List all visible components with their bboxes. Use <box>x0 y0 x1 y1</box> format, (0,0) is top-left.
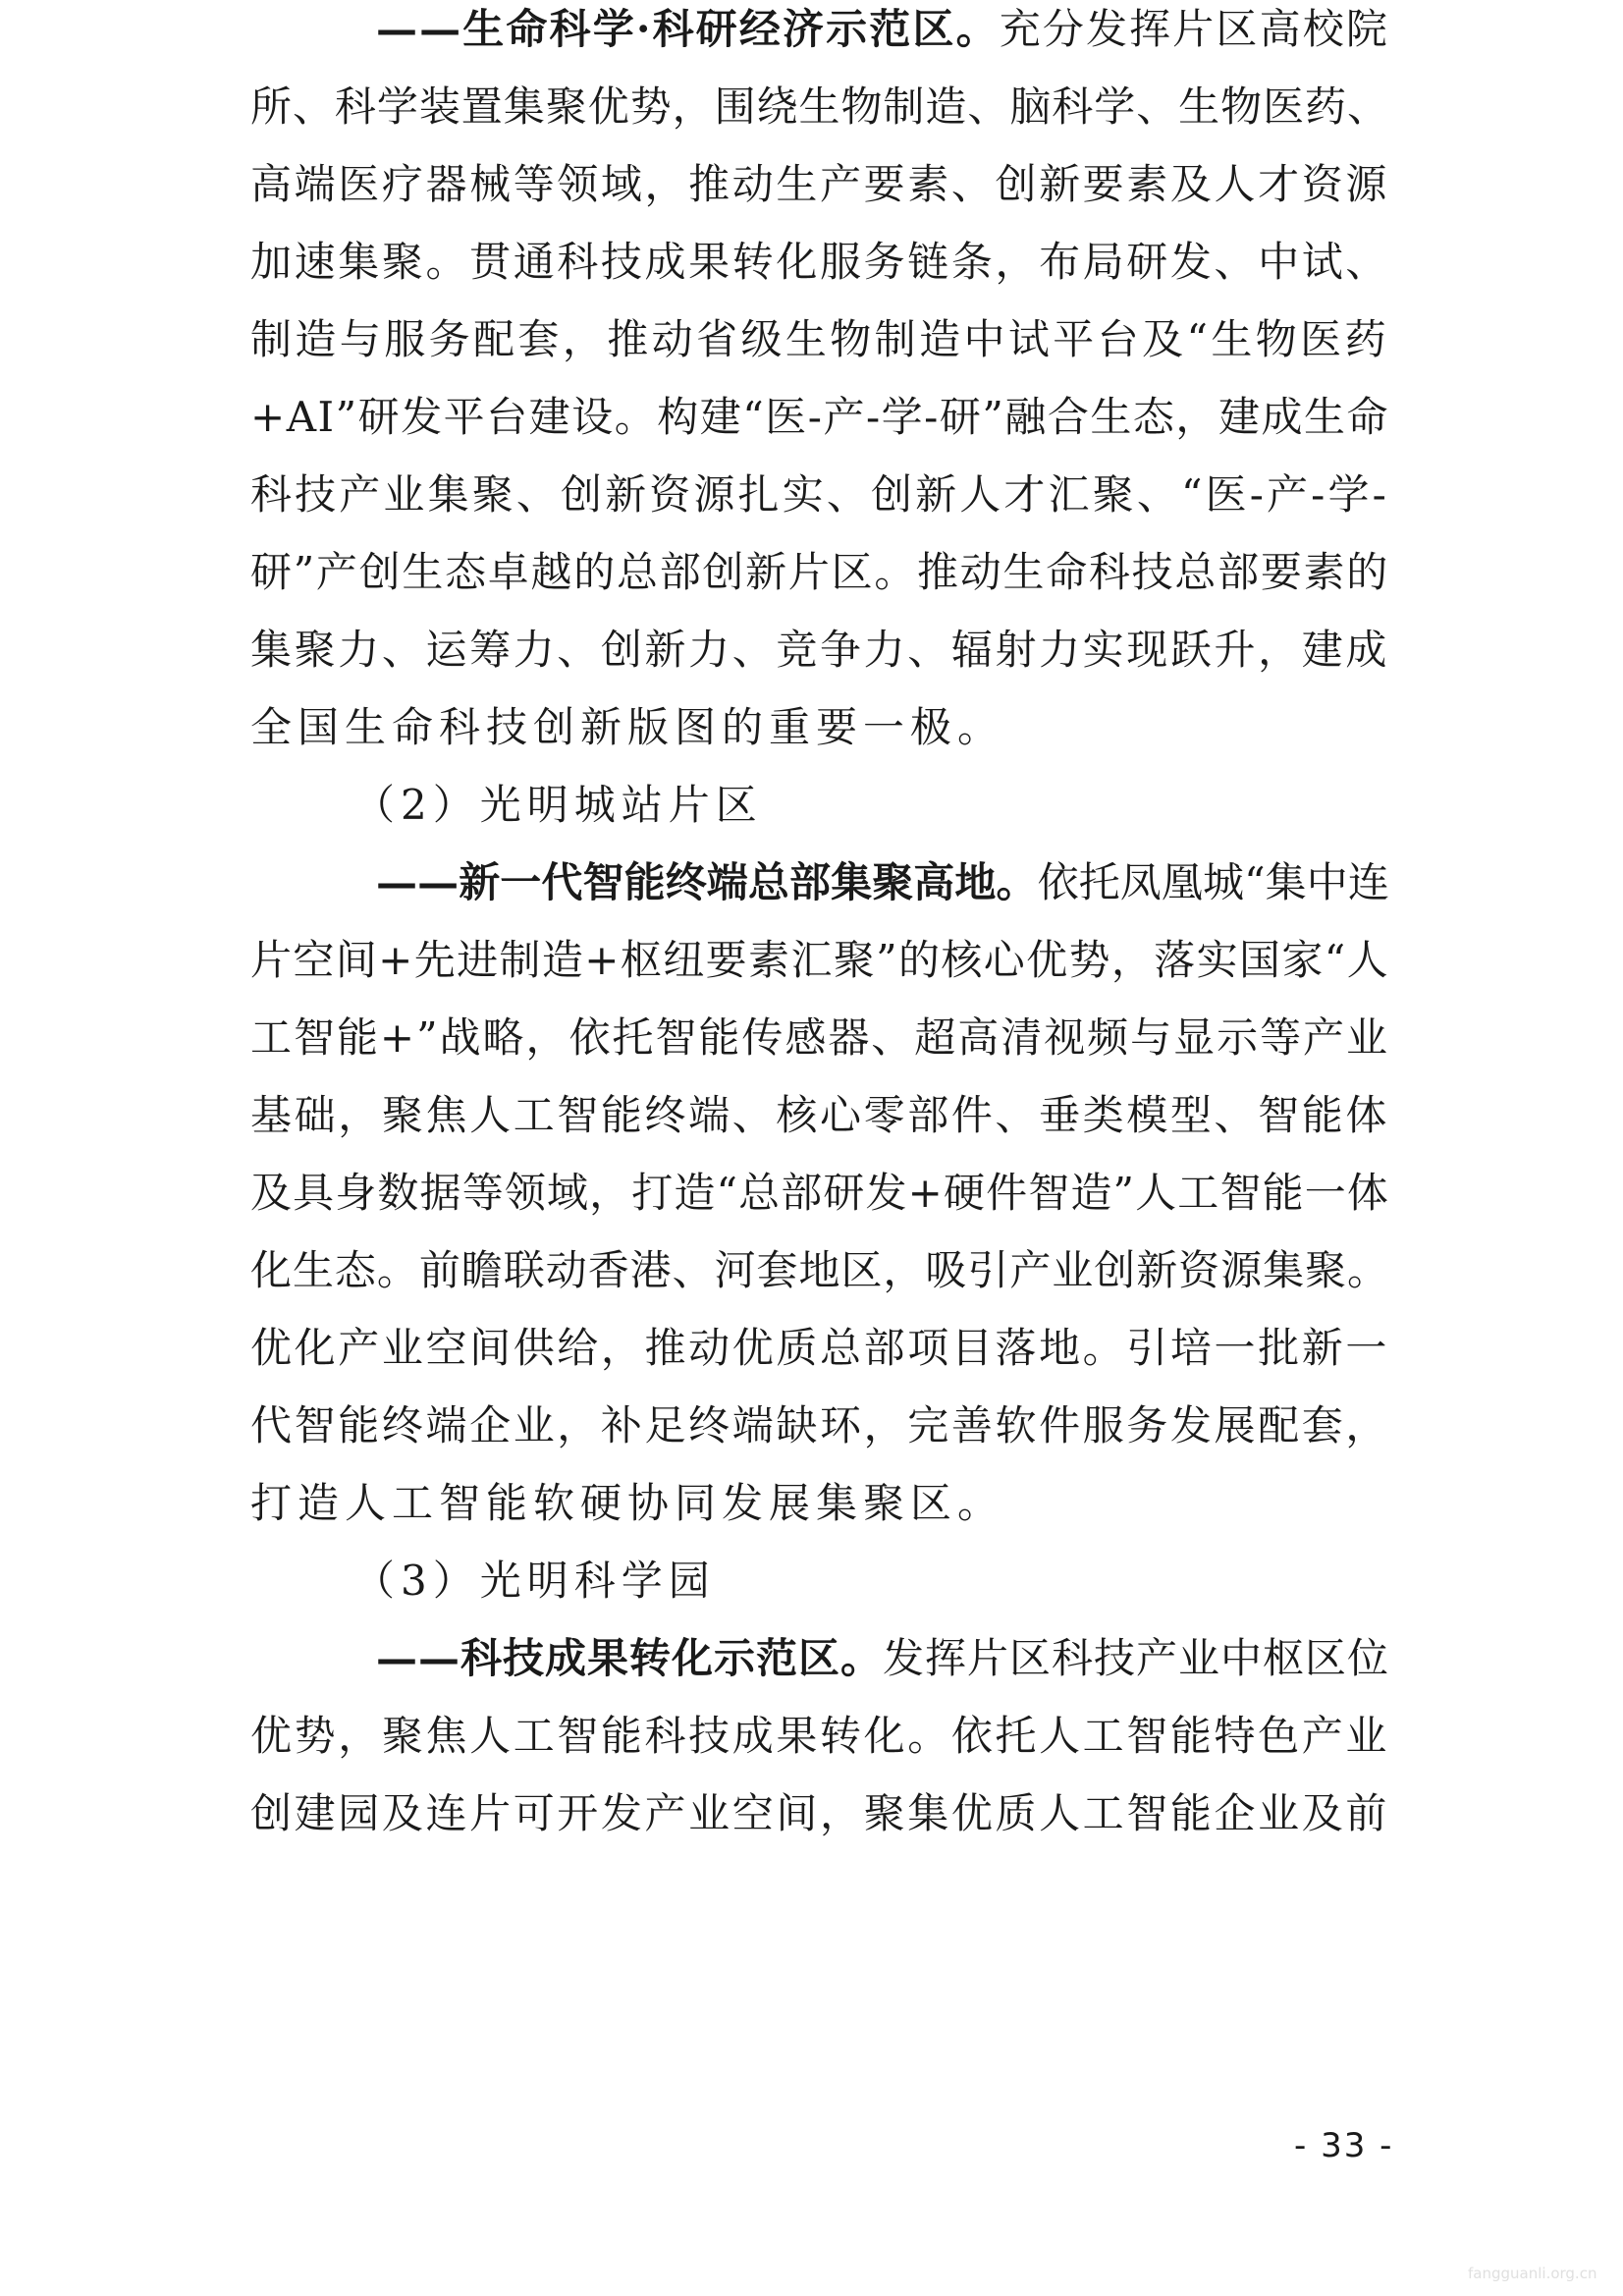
section-lead: ——生命科学·科研经济示范区。 <box>376 5 1000 53</box>
text-line-content <box>250 1396 1389 1455</box>
text-line-content <box>250 1086 1389 1145</box>
line-text: 及具身数据等领域，打造“总部研发+硬件智造”人工智能一体 <box>250 1169 1389 1217</box>
line-text: 加速集聚。贯通科技成果转化服务链条，布局研发、中试、 <box>250 238 1389 286</box>
line-text: 工智能+”战略，依托智能传感器、超高清视频与显示等产业 <box>250 1013 1389 1062</box>
line-text: 优势，聚焦人工智能科技成果转化。依托人工智能特色产业 <box>250 1712 1389 1760</box>
text-line-content <box>250 78 1389 137</box>
line-text: 制造与服务配套，推动省级生物制造中试平台及“生物医药 <box>250 315 1389 363</box>
text-line-content <box>250 931 1389 990</box>
text-line-content <box>376 1629 1389 1688</box>
text-line <box>353 776 763 835</box>
text-line <box>250 621 1389 680</box>
line-text: 高端医疗器械等领域，推动生产要素、创新要素及人才资源 <box>250 160 1389 208</box>
line-text: 研”产创生态卓越的总部创新片区。推动生命科技总部要素的 <box>250 548 1389 596</box>
line-text: （2）光明城站片区 <box>353 781 763 829</box>
text-line-content <box>353 1552 716 1611</box>
text-line <box>353 1552 716 1611</box>
text-line-content <box>250 1319 1389 1378</box>
line-text: 代智能终端企业，补足终端缺环，完善软件服务发展配套， <box>250 1401 1389 1449</box>
section-lead: ——新一代智能终端总部集聚高地。 <box>376 858 1038 906</box>
text-line <box>250 1319 1389 1378</box>
text-line <box>250 233 1389 292</box>
text-line <box>376 853 1389 912</box>
text-line <box>250 1396 1389 1455</box>
line-text: 片空间+先进制造+枢纽要素汇聚”的核心优势，落实国家“人 <box>250 936 1389 984</box>
page-number: - 33 - <box>1294 2126 1394 2165</box>
line-text: 打造人工智能软硬协同发展集聚区。 <box>250 1479 1005 1527</box>
text-line-content <box>250 1707 1389 1766</box>
text-line <box>250 1164 1389 1223</box>
text-line <box>250 1474 1004 1533</box>
watermark: fangguanli.org.cn <box>1468 2265 1597 2282</box>
text-line <box>376 0 1389 59</box>
text-line <box>250 155 1389 214</box>
text-line-content <box>250 698 1004 757</box>
line-text: 充分发挥片区高校院 <box>999 5 1389 53</box>
text-line-content <box>250 543 1389 602</box>
text-line <box>250 1784 1389 1843</box>
line-text: 发挥片区科技产业中枢区位 <box>883 1634 1389 1682</box>
section-lead: ——科技成果转化示范区。 <box>376 1634 883 1682</box>
line-text: 全国生命科技创新版图的重要一极。 <box>250 703 1005 751</box>
line-text: （3）光明科学园 <box>353 1557 716 1605</box>
text-line-content <box>250 388 1389 447</box>
text-line <box>250 78 1389 137</box>
text-line <box>250 931 1389 990</box>
text-line-content <box>250 1784 1389 1843</box>
text-line-content <box>250 1164 1389 1223</box>
text-line-content <box>376 0 1389 59</box>
text-line <box>376 1629 1389 1688</box>
line-text: 科技产业集聚、创新资源扎实、创新人才汇聚、“医-产-学- <box>250 470 1389 519</box>
text-line-content <box>250 310 1389 369</box>
text-line-content <box>250 1009 1389 1067</box>
line-text: +AI”研发平台建设。构建“医-产-学-研”融合生态，建成生命 <box>250 393 1389 441</box>
text-line-content <box>250 1241 1389 1300</box>
line-text: 依托凤凰城“集中连 <box>1037 858 1389 906</box>
text-line-content <box>250 233 1389 292</box>
text-line <box>250 1707 1389 1766</box>
line-text: 所、科学装置集聚优势，围绕生物制造、脑科学、生物医药、 <box>250 82 1389 131</box>
text-line <box>250 698 1004 757</box>
text-line-content <box>250 465 1389 524</box>
text-line <box>250 1009 1389 1067</box>
text-line-content <box>250 155 1389 214</box>
text-line <box>250 1086 1389 1145</box>
text-line-content <box>353 776 763 835</box>
text-line <box>250 1241 1389 1300</box>
text-line <box>250 388 1389 447</box>
text-line <box>250 465 1389 524</box>
line-text: 化生态。前瞻联动香港、河套地区，吸引产业创新资源集聚。 <box>250 1246 1389 1294</box>
text-line-content <box>250 1474 1004 1533</box>
text-line <box>250 310 1389 369</box>
text-line <box>250 543 1389 602</box>
line-text: 基础，聚焦人工智能终端、核心零部件、垂类模型、智能体 <box>250 1091 1389 1139</box>
line-text: 优化产业空间供给，推动优质总部项目落地。引培一批新一 <box>250 1324 1389 1372</box>
text-line-content <box>250 621 1389 680</box>
line-text: 集聚力、运筹力、创新力、竞争力、辐射力实现跃升，建成 <box>250 626 1389 674</box>
text-line-content <box>376 853 1389 912</box>
line-text: 创建园及连片可开发产业空间，聚集优质人工智能企业及前 <box>250 1789 1389 1837</box>
